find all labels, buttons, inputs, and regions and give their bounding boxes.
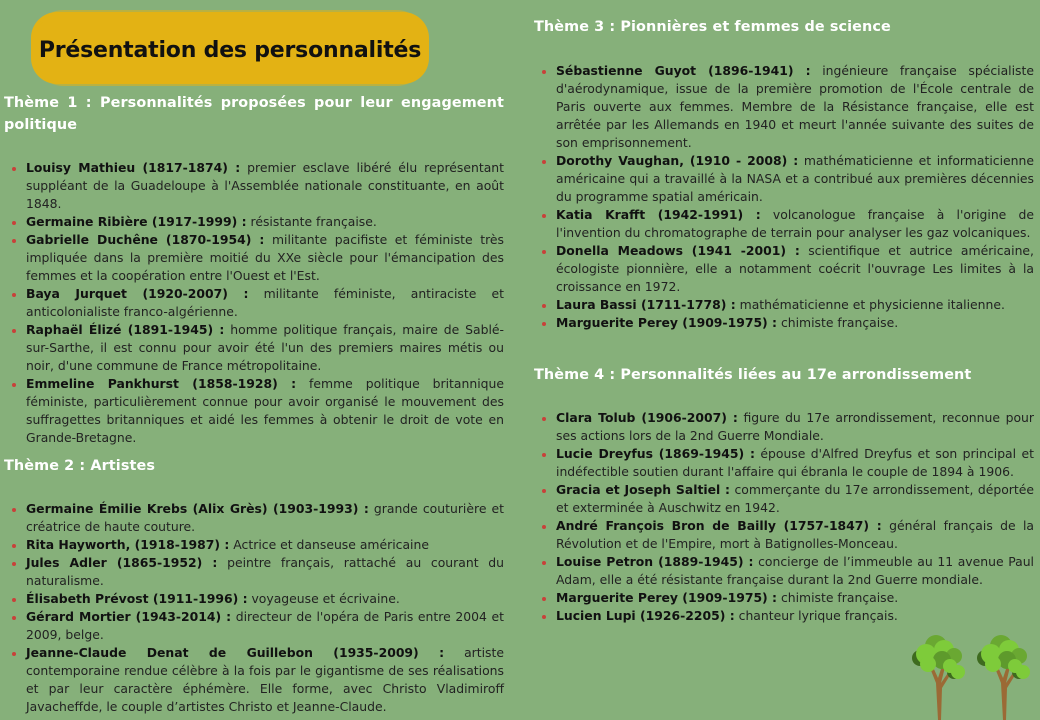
person-description: voyageuse et écrivaine.: [247, 591, 400, 606]
person-description: épouse d'Alfred Dreyfus et son principal et indéfectible soutien durant l'affaire qui ébranla le couple de 1894 à 1906.: [556, 446, 1034, 479]
theme-1-list: [4, 159, 504, 447]
person-name: Louisy Mathieu (1817-1874) :: [26, 160, 241, 175]
title-banner: [31, 12, 429, 84]
person-description: mathématicienne et physicienne italienne.: [735, 297, 1005, 312]
list-item: [534, 481, 1034, 517]
person-name: Baya Jurquet (1920-2007) :: [26, 286, 249, 301]
person-name: André François Bron de Bailly (1757-1847) :: [556, 518, 882, 533]
person-description: Actrice et danseuse américaine: [229, 537, 429, 552]
person-name: Dorothy Vaughan, (1910 - 2008) :: [556, 153, 799, 168]
theme-3-heading: Thème 3 : Pionnières et femmes de science: [534, 19, 891, 35]
list-item: [4, 536, 504, 554]
person-name: Gracia et Joseph Saltiel :: [556, 482, 731, 497]
list-item: [4, 644, 504, 716]
person-description: figure du 17e arrondissement, reconnue pour ses actions lors de la 2nd Guerre Mondiale.: [556, 410, 1035, 443]
person-description: général français de la Révolution et de l'Empire, mort à Batignolles-Monceau.: [556, 518, 1035, 551]
list-item: [4, 554, 504, 590]
person-description: femme politique britannique féministe, particulièrement connue pour avoir organisé le mouvement des suffragettes britanniques et aidé les femmes à obtenir le droit de vote en Grande-Bretagne.: [26, 376, 504, 445]
person-description: scientifique et autrice américaine, écologiste pionnière, elle a notamment coécrit l'ouvrage Les limites à la croissance en 1972.: [556, 243, 1034, 294]
list-item: [534, 62, 1034, 152]
list-item: [534, 409, 1034, 445]
list-item: [4, 285, 504, 321]
person-name: Laura Bassi (1711-1778) :: [556, 297, 736, 312]
theme-2-heading: Thème 2 : Artistes: [4, 458, 155, 474]
theme-4-heading: Thème 4 : Personnalités liées au 17e arrondissement: [534, 367, 972, 383]
person-name: Gérard Mortier (1943-2014) :: [26, 609, 232, 624]
list-item: [534, 553, 1034, 589]
person-description: artiste contemporaine rendue célèbre à la fois par le gigantisme de ses réalisations et par leur caractère éphémère. Elle forme, avec Christo Vladimiroff Javacheffde, le couple d’artistes Christo et Jeanne-Claude.: [26, 645, 504, 714]
list-item: [534, 152, 1034, 206]
list-item: [534, 242, 1034, 296]
list-item: [4, 321, 504, 375]
list-item: [534, 607, 1034, 625]
trees-icon: [906, 628, 1036, 720]
list-item: [534, 445, 1034, 481]
person-description: grande couturière et créatrice de haute couture.: [26, 501, 504, 534]
person-name: Raphaël Élizé (1891-1945) :: [26, 322, 225, 337]
person-description: militante pacifiste et féministe très impliquée dans la première moitié du XXe siècle pour l'émancipation des femmes et la coopération entre l'Ouest et l'Est.: [26, 232, 504, 283]
list-item: [4, 159, 504, 213]
person-description: volcanologue française à l'origine de l'invention du chromatographe de terrain pour analyser les gaz volcaniques.: [556, 207, 1034, 240]
person-description: chanteur lyrique français.: [734, 608, 898, 623]
tree-icon: [977, 635, 1030, 720]
person-name: Germaine Ribière (1917-1999) :: [26, 214, 247, 229]
person-description: concierge de l’immeuble au 11 avenue Paul Adam, elle a été résistante française durant la 2nd Guerre mondiale.: [556, 554, 1034, 587]
person-description: commerçante du 17e arrondissement, déportée et exterminée à Auschwitz en 1942.: [556, 482, 1034, 515]
person-description: chimiste française.: [777, 315, 899, 330]
tree-icon: [912, 635, 965, 720]
person-name: Rita Hayworth, (1918-1987) :: [26, 537, 230, 552]
person-name: Lucien Lupi (1926-2205) :: [556, 608, 735, 623]
list-item: [534, 206, 1034, 242]
theme-2-list: [4, 500, 504, 716]
theme-3-list: [534, 62, 1034, 332]
theme-1-heading: Thème 1 : Personnalités proposées pour leur engagement politique: [4, 95, 504, 133]
person-description: militante féministe, antiraciste et anticolonialiste franco-algérienne.: [26, 286, 505, 319]
person-description: directeur de l'opéra de Paris entre 2004 et 2009, belge.: [26, 609, 504, 642]
person-description: résistante française.: [246, 214, 377, 229]
person-name: Clara Tolub (1906-2007) :: [556, 410, 738, 425]
list-item: [4, 231, 504, 285]
list-item: [534, 314, 1034, 332]
person-description: ingénieure française spécialiste d'aérodynamique, issue de la première promotion de l'École centrale de Paris ouverte aux femmes. Membre de la Résistance française, elle est arrêtée par les Allemands en 1940 et meurt l'année suivante des suites de son emprisonnement.: [556, 63, 1034, 150]
list-item: [534, 589, 1034, 607]
list-item: [4, 375, 504, 447]
person-name: Lucie Dreyfus (1869-1945) :: [556, 446, 755, 461]
theme-4-list: [534, 409, 1034, 625]
person-name: Élisabeth Prévost (1911-1996) :: [26, 591, 248, 606]
list-item: [4, 500, 504, 536]
list-item: [534, 296, 1034, 314]
person-name: Jules Adler (1865-1952) :: [26, 555, 218, 570]
list-item: [4, 590, 504, 608]
person-name: Germaine Émilie Krebs (Alix Grès) (1903-1993) :: [26, 501, 369, 516]
person-name: Gabrielle Duchêne (1870-1954) :: [26, 232, 265, 247]
person-description: chimiste française.: [777, 590, 899, 605]
person-name: Marguerite Perey (1909-1975) :: [556, 315, 777, 330]
person-name: Sébastienne Guyot (1896-1941) :: [556, 63, 811, 78]
person-description: homme politique français, maire de Sablé-sur-Sarthe, il est connu pour avoir été l'un des premiers maires métis ou noir, d'une commune de France métropolitaine.: [26, 322, 504, 373]
list-item: [4, 213, 504, 231]
list-item: [4, 608, 504, 644]
person-description: peintre français, rattaché au courant du naturalisme.: [26, 555, 504, 588]
person-name: Donella Meadows (1941 -2001) :: [556, 243, 800, 258]
list-item: [534, 517, 1034, 553]
person-name: Jeanne-Claude Denat de Guillebon (1935-2009) :: [26, 645, 445, 660]
person-name: Katia Krafft (1942-1991) :: [556, 207, 761, 222]
person-description: mathématicienne et informaticienne américaine qui a travaillé à la NASA et a contribué aux premières décennies du programme spatial américain.: [556, 153, 1034, 204]
person-name: Marguerite Perey (1909-1975) :: [556, 590, 777, 605]
person-name: Emmeline Pankhurst (1858-1928) :: [26, 376, 297, 391]
person-description: premier esclave libéré élu représentant suppléant de la Guadeloupe à l'Assemblée nationale constituante, en août 1848.: [26, 160, 504, 211]
page-title: Présentation des personnalités: [38, 37, 422, 63]
person-name: Louise Petron (1889-1945) :: [556, 554, 754, 569]
